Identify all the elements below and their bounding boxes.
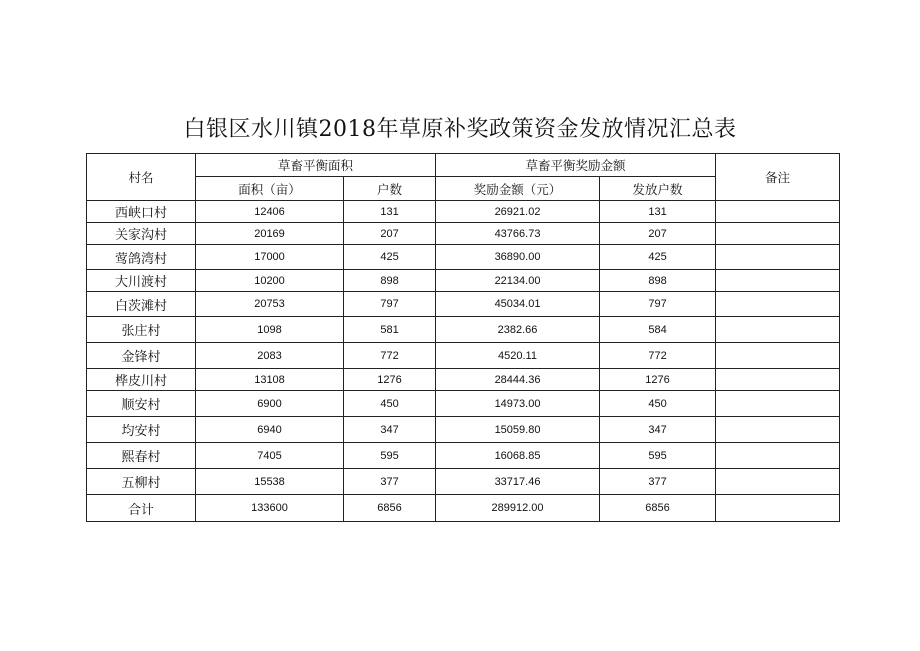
- village-name-cell: 熙春村: [87, 443, 196, 469]
- paid-households-cell: 584: [600, 317, 716, 343]
- total-row: [87, 495, 840, 522]
- remark-cell: [716, 317, 840, 343]
- paid-households-cell: 347: [600, 417, 716, 443]
- header-village: 村名: [87, 154, 196, 201]
- village-name-cell: 五柳村: [87, 469, 196, 495]
- village-name-cell: 西峡口村: [87, 201, 196, 223]
- households-cell: 595: [344, 443, 436, 469]
- total-amount-cell: 289912.00: [436, 495, 600, 522]
- area-cell: 20753: [196, 292, 344, 317]
- remark-cell: [716, 369, 840, 391]
- amount-cell: 43766.73: [436, 223, 600, 245]
- paid-households-cell: 377: [600, 469, 716, 495]
- amount-cell: 45034.01: [436, 292, 600, 317]
- households-cell: 898: [344, 270, 436, 292]
- amount-cell: 33717.46: [436, 469, 600, 495]
- paid-households-cell: 595: [600, 443, 716, 469]
- households-cell: 425: [344, 245, 436, 270]
- area-cell: 6940: [196, 417, 344, 443]
- households-cell: 450: [344, 391, 436, 417]
- remark-cell: [716, 292, 840, 317]
- amount-cell: 16068.85: [436, 443, 600, 469]
- table-row: [87, 469, 840, 495]
- total-area-cell: 133600: [196, 495, 344, 522]
- households-cell: 377: [344, 469, 436, 495]
- village-name-cell: 张庄村: [87, 317, 196, 343]
- table-row: [87, 223, 840, 245]
- remark-cell: [716, 343, 840, 369]
- paid-households-cell: 207: [600, 223, 716, 245]
- area-cell: 17000: [196, 245, 344, 270]
- area-cell: 20169: [196, 223, 344, 245]
- remark-cell: [716, 391, 840, 417]
- paid-households-cell: 898: [600, 270, 716, 292]
- total-label-cell: 合计: [87, 495, 196, 522]
- area-cell: 15538: [196, 469, 344, 495]
- village-name-cell: 莺鸽湾村: [87, 245, 196, 270]
- paid-households-cell: 772: [600, 343, 716, 369]
- remark-cell: [716, 417, 840, 443]
- area-cell: 1098: [196, 317, 344, 343]
- remark-cell: [716, 443, 840, 469]
- header-reward-group: 草畜平衡奖励金额: [436, 154, 716, 177]
- households-cell: 207: [344, 223, 436, 245]
- remark-cell: [716, 245, 840, 270]
- remark-cell: [716, 223, 840, 245]
- households-cell: 772: [344, 343, 436, 369]
- header-reward-amount: 奖励金额（元）: [436, 177, 600, 201]
- area-cell: 6900: [196, 391, 344, 417]
- households-cell: 1276: [344, 369, 436, 391]
- area-cell: 10200: [196, 270, 344, 292]
- header-area-households: 户数: [344, 177, 436, 201]
- village-name-cell: 白茨滩村: [87, 292, 196, 317]
- table-row: [87, 417, 840, 443]
- village-name-cell: 关家沟村: [87, 223, 196, 245]
- remark-cell: [716, 469, 840, 495]
- amount-cell: 36890.00: [436, 245, 600, 270]
- total-paid-households-cell: 6856: [600, 495, 716, 522]
- area-cell: 2083: [196, 343, 344, 369]
- remark-cell: [716, 201, 840, 223]
- header-row-1: [87, 154, 840, 177]
- village-name-cell: 金锋村: [87, 343, 196, 369]
- area-cell: 12406: [196, 201, 344, 223]
- table-row: [87, 317, 840, 343]
- table-row: [87, 369, 840, 391]
- paid-households-cell: 131: [600, 201, 716, 223]
- village-name-cell: 桦皮川村: [87, 369, 196, 391]
- households-cell: 797: [344, 292, 436, 317]
- village-name-cell: 顺安村: [87, 391, 196, 417]
- village-name-cell: 大川渡村: [87, 270, 196, 292]
- table-row: [87, 391, 840, 417]
- table-row: [87, 343, 840, 369]
- area-cell: 7405: [196, 443, 344, 469]
- paid-households-cell: 1276: [600, 369, 716, 391]
- amount-cell: 22134.00: [436, 270, 600, 292]
- households-cell: 347: [344, 417, 436, 443]
- area-cell: 13108: [196, 369, 344, 391]
- amount-cell: 2382.66: [436, 317, 600, 343]
- village-name-cell: 均安村: [87, 417, 196, 443]
- amount-cell: 4520.11: [436, 343, 600, 369]
- paid-households-cell: 450: [600, 391, 716, 417]
- table-row: [87, 201, 840, 223]
- total-households-cell: 6856: [344, 495, 436, 522]
- paid-households-cell: 425: [600, 245, 716, 270]
- header-area-mu: 面积（亩）: [196, 177, 344, 201]
- total-remark-cell: [716, 495, 840, 522]
- amount-cell: 26921.02: [436, 201, 600, 223]
- households-cell: 581: [344, 317, 436, 343]
- table-row: [87, 270, 840, 292]
- header-area-group: 草畜平衡面积: [196, 154, 436, 177]
- amount-cell: 15059.80: [436, 417, 600, 443]
- table-row: [87, 245, 840, 270]
- document-title: 白银区水川镇2018年草原补奖政策资金发放情况汇总表: [183, 117, 737, 142]
- paid-households-cell: 797: [600, 292, 716, 317]
- subsidy-summary-table: [86, 153, 840, 522]
- table-row: [87, 292, 840, 317]
- header-remarks: 备注: [716, 154, 840, 201]
- amount-cell: 14973.00: [436, 391, 600, 417]
- remark-cell: [716, 270, 840, 292]
- households-cell: 131: [344, 201, 436, 223]
- table-row: [87, 443, 840, 469]
- amount-cell: 28444.36: [436, 369, 600, 391]
- header-reward-households: 发放户数: [600, 177, 716, 201]
